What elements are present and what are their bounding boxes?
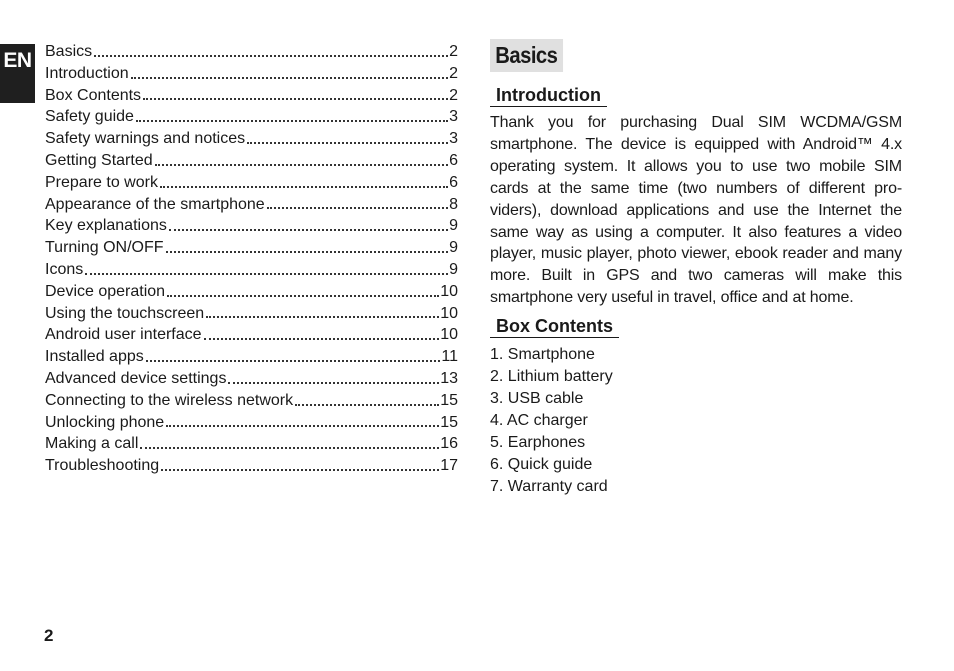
toc-entry-title: Icons xyxy=(45,260,84,278)
toc-entry-title: Making a call xyxy=(45,435,139,453)
toc-entry[interactable] xyxy=(45,106,458,128)
toc-leader-dots xyxy=(247,126,448,144)
toc-entry[interactable] xyxy=(45,412,458,434)
toc-entry[interactable] xyxy=(45,433,458,455)
toc-entry[interactable] xyxy=(45,390,458,412)
toc-leader-dots xyxy=(155,148,448,166)
toc-entry[interactable] xyxy=(45,63,458,85)
toc-leader-dots xyxy=(166,409,439,427)
table-of-contents xyxy=(45,41,458,477)
list-item: 3. USB cable xyxy=(490,389,584,407)
toc-entry-page: 9 xyxy=(449,217,458,235)
toc-leader-dots xyxy=(146,344,441,362)
toc-entry[interactable] xyxy=(45,215,458,237)
toc-entry-page: 9 xyxy=(449,260,458,278)
toc-leader-dots xyxy=(267,191,448,209)
toc-entry-page: 2 xyxy=(449,43,458,60)
toc-entry[interactable] xyxy=(45,172,458,194)
toc-entry[interactable] xyxy=(45,128,458,150)
toc-entry[interactable] xyxy=(45,455,458,477)
subheading-introduction: Introduction xyxy=(490,84,607,107)
toc-entry-page: 6 xyxy=(449,173,458,191)
toc-leader-dots xyxy=(204,322,440,340)
toc-leader-dots xyxy=(161,453,439,471)
toc-entry-page: 2 xyxy=(449,86,458,104)
toc-entry-page: 15 xyxy=(440,413,458,431)
toc-leader-dots xyxy=(166,235,449,253)
toc-entry[interactable] xyxy=(45,303,458,325)
toc-leader-dots xyxy=(160,170,448,188)
language-tab: EN xyxy=(0,44,35,103)
toc-entry[interactable] xyxy=(45,150,458,172)
toc-leader-dots xyxy=(169,213,448,231)
toc-entry-page: 9 xyxy=(449,239,458,257)
list-item: 2. Lithium battery xyxy=(490,368,613,386)
toc-entry-title: Connecting to the wireless network xyxy=(45,391,294,409)
toc-entry-page: 10 xyxy=(440,304,458,322)
toc-entry[interactable] xyxy=(45,194,458,216)
toc-entry-page: 15 xyxy=(440,391,458,409)
toc-entry-title: Box Contents xyxy=(45,86,142,104)
toc-leader-dots xyxy=(131,61,448,79)
toc-entry-page: 10 xyxy=(440,326,458,344)
toc-entry-title: Introduction xyxy=(45,64,129,82)
toc-entry-title: Appearance of the smartphone xyxy=(45,195,265,213)
toc-entry-page: 2 xyxy=(449,64,458,82)
page-number: 2 xyxy=(44,626,54,645)
toc-entry-title: Device operation xyxy=(45,282,166,300)
toc-entry-title: Installed apps xyxy=(45,348,144,366)
toc-entry[interactable] xyxy=(45,281,458,303)
toc-entry-page: 11 xyxy=(441,348,458,366)
toc-entry[interactable] xyxy=(45,368,458,390)
toc-entry-title: Prepare to work xyxy=(45,173,158,191)
toc-entry-title: Getting Started xyxy=(45,151,153,169)
toc-leader-dots xyxy=(143,82,448,100)
list-item: 4. AC charger xyxy=(490,411,588,429)
toc-leader-dots xyxy=(228,366,439,384)
box-contents-list xyxy=(490,344,902,497)
toc-leader-dots xyxy=(167,279,439,297)
list-item: 5. Earphones xyxy=(490,433,586,451)
toc-entry[interactable] xyxy=(45,41,458,63)
toc-entry-title: Android user interface xyxy=(45,326,202,344)
toc-leader-dots xyxy=(206,300,439,318)
toc-entry[interactable] xyxy=(45,324,458,346)
toc-entry[interactable] xyxy=(45,85,458,107)
toc-entry-page: 10 xyxy=(440,282,458,300)
toc-leader-dots xyxy=(140,431,439,449)
toc-entry-title: Basics xyxy=(45,43,93,60)
introduction-text: Thank you for purchasing Dual SIM WCDMA/GSM smartphone. The device is equipped with Android™ 4.x operating system. It allows you to use two mobile SIM cards at the same time (two numbers of different pro-viders), download applications and use the Internet the same way as using a computer. It also features a video player, music player, photo viewer, ebook reader and many more. Built in GPS and two cameras will make this smartphone very useful in travel, office and at home. xyxy=(490,114,902,307)
toc-entry-title: Unlocking phone xyxy=(45,413,165,431)
toc-leader-dots xyxy=(136,104,448,122)
toc-entry-page: 17 xyxy=(440,457,458,475)
toc-entry-title: Advanced device settings xyxy=(45,369,227,387)
toc-leader-dots xyxy=(295,388,439,406)
toc-entry[interactable] xyxy=(45,237,458,259)
list-item: 7. Warranty card xyxy=(490,477,608,495)
toc-entry-title: Turning ON/OFF xyxy=(45,239,164,257)
toc-entry[interactable] xyxy=(45,346,458,368)
toc-entry-title: Key explanations xyxy=(45,217,167,235)
toc-entry[interactable] xyxy=(45,259,458,281)
list-item: 1. Smartphone xyxy=(490,346,595,364)
toc-entry-page: 3 xyxy=(449,130,458,148)
toc-entry-page: 3 xyxy=(449,108,458,126)
toc-entry-title: Troubleshooting xyxy=(45,457,160,475)
toc-entry-page: 13 xyxy=(440,369,458,387)
subheading-box-contents: Box Contents xyxy=(490,315,619,338)
basics-section xyxy=(490,39,902,498)
section-heading-basics: Basics xyxy=(490,39,563,72)
toc-entry-page: 6 xyxy=(449,151,458,169)
toc-entry-title: Safety guide xyxy=(45,108,134,126)
toc-leader-dots xyxy=(85,257,448,275)
list-item: 6. Quick guide xyxy=(490,455,593,473)
toc-entry-title: Using the touchscreen xyxy=(45,304,205,322)
toc-entry-title: Safety warnings and notices xyxy=(45,130,246,148)
toc-entry-page: 8 xyxy=(449,195,458,213)
toc-leader-dots xyxy=(94,39,448,57)
toc-entry-page: 16 xyxy=(440,435,458,453)
